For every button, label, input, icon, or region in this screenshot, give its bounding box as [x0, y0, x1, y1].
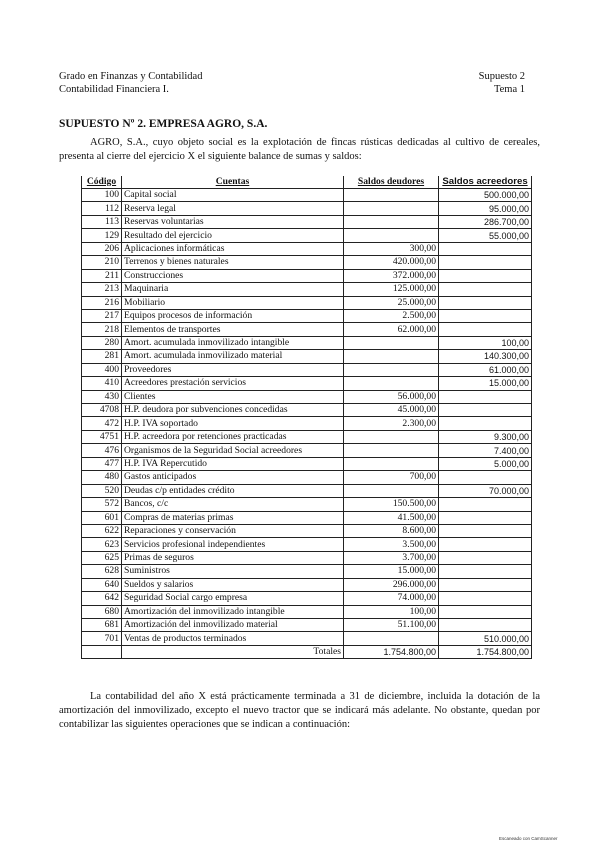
- debit-balance: 700,00: [344, 471, 439, 484]
- table-row: [82, 363, 532, 376]
- table-row: [82, 269, 532, 282]
- account-name: Servicios profesional independientes: [122, 538, 344, 551]
- debit-balance: 74.000,00: [344, 592, 439, 605]
- credit-balance: 100,00: [439, 336, 532, 349]
- credit-balance: [439, 283, 532, 296]
- intro-paragraph: AGRO, S.A., cuyo objeto social es la explotación de fincas rústicas dedicadas al cultivo de cereales, presenta al cierre del ejercicio X el siguiente balance de sumas y saldos:: [59, 137, 540, 162]
- account-code: 628: [82, 565, 122, 578]
- debit-balance: [344, 215, 439, 228]
- table-row: [82, 189, 532, 202]
- totals-debit: 1.754.800,00: [344, 645, 439, 658]
- credit-balance: [439, 551, 532, 564]
- exercise-number: Supuesto 2: [478, 71, 525, 82]
- debit-balance: 45.000,00: [344, 404, 439, 417]
- debit-balance: 25.000,00: [344, 296, 439, 309]
- credit-balance: [439, 309, 532, 322]
- account-code: 206: [82, 242, 122, 255]
- table-row: [82, 538, 532, 551]
- account-name: H.P. acreedora por retenciones practicadas: [122, 430, 344, 443]
- table-row: [82, 471, 532, 484]
- account-name: H.P. IVA soportado: [122, 417, 344, 430]
- debit-balance: 300,00: [344, 242, 439, 255]
- debit-balance: 8.600,00: [344, 524, 439, 537]
- account-name: Amortización del inmovilizado material: [122, 619, 344, 632]
- debit-balance: [344, 189, 439, 202]
- credit-balance: [439, 323, 532, 336]
- totals-credit: 1.754.800,00: [439, 645, 532, 658]
- page-header: [59, 70, 525, 96]
- account-code: 622: [82, 524, 122, 537]
- credit-balance: 286.700,00: [439, 215, 532, 228]
- account-name: Seguridad Social cargo empresa: [122, 592, 344, 605]
- credit-balance: [439, 417, 532, 430]
- credit-balance: 5.000,00: [439, 457, 532, 470]
- account-name: Aplicaciones informáticas: [122, 242, 344, 255]
- debit-balance: 3.700,00: [344, 551, 439, 564]
- course-name: Grado en Finanzas y Contabilidad: [59, 71, 203, 82]
- debit-balance: [344, 457, 439, 470]
- credit-balance: [439, 269, 532, 282]
- credit-balance: [439, 619, 532, 632]
- exercise-title: SUPUESTO Nº 2. EMPRESA AGRO, S.A.: [59, 118, 268, 130]
- debit-balance: [344, 336, 439, 349]
- debit-balance: [344, 363, 439, 376]
- debit-balance: [344, 350, 439, 363]
- account-code: 572: [82, 498, 122, 511]
- table-row: [82, 229, 532, 242]
- credit-balance: [439, 256, 532, 269]
- credit-balance: [439, 404, 532, 417]
- account-name: Amort. acumulada inmovilizado intangible: [122, 336, 344, 349]
- account-code: 400: [82, 363, 122, 376]
- account-name: Equipos procesos de información: [122, 309, 344, 322]
- account-name: Reservas voluntarias: [122, 215, 344, 228]
- table-row: [82, 592, 532, 605]
- account-code: 129: [82, 229, 122, 242]
- credit-balance: [439, 565, 532, 578]
- account-name: Suministros: [122, 565, 344, 578]
- account-code: 640: [82, 578, 122, 591]
- credit-balance: 15.000,00: [439, 377, 532, 390]
- debit-balance: 2.300,00: [344, 417, 439, 430]
- debit-balance: [344, 430, 439, 443]
- table-row: [82, 296, 532, 309]
- debit-balance: [344, 229, 439, 242]
- account-name: Mobiliario: [122, 296, 344, 309]
- account-code: 281: [82, 350, 122, 363]
- table-row: [82, 511, 532, 524]
- table-row: [82, 336, 532, 349]
- account-code: 211: [82, 269, 122, 282]
- account-name: H.P. deudora por subvenciones concedidas: [122, 404, 344, 417]
- account-code: 213: [82, 283, 122, 296]
- account-code: 217: [82, 309, 122, 322]
- totals-label: Totales: [122, 645, 344, 658]
- credit-balance: [439, 390, 532, 403]
- table-row: [82, 323, 532, 336]
- credit-balance: [439, 538, 532, 551]
- account-name: Terrenos y bienes naturales: [122, 256, 344, 269]
- header-debit: Saldos deudores: [344, 176, 439, 189]
- account-name: Clientes: [122, 390, 344, 403]
- header-account: Cuentas: [122, 176, 344, 189]
- account-name: Compras de materias primas: [122, 511, 344, 524]
- debit-balance: 15.000,00: [344, 565, 439, 578]
- table-row: [82, 283, 532, 296]
- debit-balance: [344, 377, 439, 390]
- account-name: Acreedores prestación servicios: [122, 377, 344, 390]
- table-row: [82, 484, 532, 497]
- account-name: Resultado del ejercicio: [122, 229, 344, 242]
- table-row: [82, 551, 532, 564]
- account-name: Reparaciones y conservación: [122, 524, 344, 537]
- account-name: Elementos de transportes: [122, 323, 344, 336]
- table-row: [82, 457, 532, 470]
- account-code: 210: [82, 256, 122, 269]
- account-name: Maquinaria: [122, 283, 344, 296]
- account-name: Amort. acumulada inmovilizado material: [122, 350, 344, 363]
- table-row: [82, 430, 532, 443]
- debit-balance: 420.000,00: [344, 256, 439, 269]
- account-name: Construcciones: [122, 269, 344, 282]
- account-code: 625: [82, 551, 122, 564]
- account-name: Capital social: [122, 189, 344, 202]
- credit-balance: [439, 498, 532, 511]
- debit-balance: [344, 632, 439, 645]
- account-name: Ventas de productos terminados: [122, 632, 344, 645]
- table-row: [82, 242, 532, 255]
- credit-balance: 500.000,00: [439, 189, 532, 202]
- debit-balance: 2.500,00: [344, 309, 439, 322]
- credit-balance: 61.000,00: [439, 363, 532, 376]
- credit-balance: [439, 471, 532, 484]
- table-row: [82, 444, 532, 457]
- account-name: Gastos anticipados: [122, 471, 344, 484]
- account-name: Deudas c/p entidades crédito: [122, 484, 344, 497]
- credit-balance: [439, 242, 532, 255]
- credit-balance: 55.000,00: [439, 229, 532, 242]
- account-code: 112: [82, 202, 122, 215]
- table-header-row: [82, 176, 532, 189]
- table-row: [82, 215, 532, 228]
- credit-balance: [439, 592, 532, 605]
- account-code: 480: [82, 471, 122, 484]
- account-code: 4751: [82, 430, 122, 443]
- credit-balance: [439, 296, 532, 309]
- debit-balance: 125.000,00: [344, 283, 439, 296]
- totals-row: [82, 645, 532, 658]
- header-credit: Saldos acreedores: [439, 176, 532, 189]
- credit-balance: [439, 524, 532, 537]
- credit-balance: [439, 605, 532, 618]
- account-name: Organismos de la Seguridad Social acreedores: [122, 444, 344, 457]
- table-row: [82, 565, 532, 578]
- table-row: [82, 524, 532, 537]
- debit-balance: 56.000,00: [344, 390, 439, 403]
- debit-balance: 51.100,00: [344, 619, 439, 632]
- table-row: [82, 390, 532, 403]
- table-row: [82, 605, 532, 618]
- account-code: 681: [82, 619, 122, 632]
- table-row: [82, 404, 532, 417]
- table-row: [82, 619, 532, 632]
- debit-balance: 296.000,00: [344, 578, 439, 591]
- table-row: [82, 578, 532, 591]
- account-name: Proveedores: [122, 363, 344, 376]
- scanner-watermark: Escaneado con CamScanner: [499, 836, 558, 841]
- account-code: 113: [82, 215, 122, 228]
- account-code: 430: [82, 390, 122, 403]
- table-row: [82, 377, 532, 390]
- account-name: Bancos, c/c: [122, 498, 344, 511]
- table-row: [82, 256, 532, 269]
- account-code: 520: [82, 484, 122, 497]
- account-code: 680: [82, 605, 122, 618]
- account-name: Reserva legal: [122, 202, 344, 215]
- account-code: 472: [82, 417, 122, 430]
- table-row: [82, 350, 532, 363]
- account-name: Amortización del inmovilizado intangible: [122, 605, 344, 618]
- header-code: Código: [82, 176, 122, 189]
- debit-balance: 372.000,00: [344, 269, 439, 282]
- table-row: [82, 498, 532, 511]
- debit-balance: [344, 202, 439, 215]
- credit-balance: 9.300,00: [439, 430, 532, 443]
- credit-balance: [439, 511, 532, 524]
- account-code: 642: [82, 592, 122, 605]
- account-code: 410: [82, 377, 122, 390]
- credit-balance: 7.400,00: [439, 444, 532, 457]
- account-code: 280: [82, 336, 122, 349]
- table-body: [82, 189, 532, 646]
- credit-balance: 140.300,00: [439, 350, 532, 363]
- account-code: 623: [82, 538, 122, 551]
- account-code: 100: [82, 189, 122, 202]
- credit-balance: 70.000,00: [439, 484, 532, 497]
- account-code: 4708: [82, 404, 122, 417]
- totals-blank: [82, 645, 122, 658]
- debit-balance: [344, 444, 439, 457]
- account-name: H.P. IVA Repercutido: [122, 457, 344, 470]
- account-code: 477: [82, 457, 122, 470]
- debit-balance: 150.500,00: [344, 498, 439, 511]
- subject-name: Contabilidad Financiera I.: [59, 84, 169, 95]
- table-row: [82, 417, 532, 430]
- table-row: [82, 202, 532, 215]
- debit-balance: 100,00: [344, 605, 439, 618]
- account-code: 476: [82, 444, 122, 457]
- credit-balance: 95.000,00: [439, 202, 532, 215]
- account-code: 701: [82, 632, 122, 645]
- topic-number: Tema 1: [493, 84, 525, 95]
- trial-balance-table: [81, 176, 532, 659]
- account-name: Sueldos y salarios: [122, 578, 344, 591]
- debit-balance: [344, 484, 439, 497]
- table-row: [82, 309, 532, 322]
- debit-balance: 62.000,00: [344, 323, 439, 336]
- debit-balance: 3.500,00: [344, 538, 439, 551]
- account-name: Primas de seguros: [122, 551, 344, 564]
- table-row: [82, 632, 532, 645]
- account-code: 216: [82, 296, 122, 309]
- account-code: 601: [82, 511, 122, 524]
- credit-balance: [439, 578, 532, 591]
- account-code: 218: [82, 323, 122, 336]
- debit-balance: 41.500,00: [344, 511, 439, 524]
- credit-balance: 510.000,00: [439, 632, 532, 645]
- closing-paragraph: La contabilidad del año X está prácticamente terminada a 31 de diciembre, incluida la dotación de la amortización del inmovilizado, excepto el nuevo tractor que se indicará más adelante. No obstante, quedan por contabilizar las siguientes operaciones que se indican a continuación:: [59, 691, 540, 730]
